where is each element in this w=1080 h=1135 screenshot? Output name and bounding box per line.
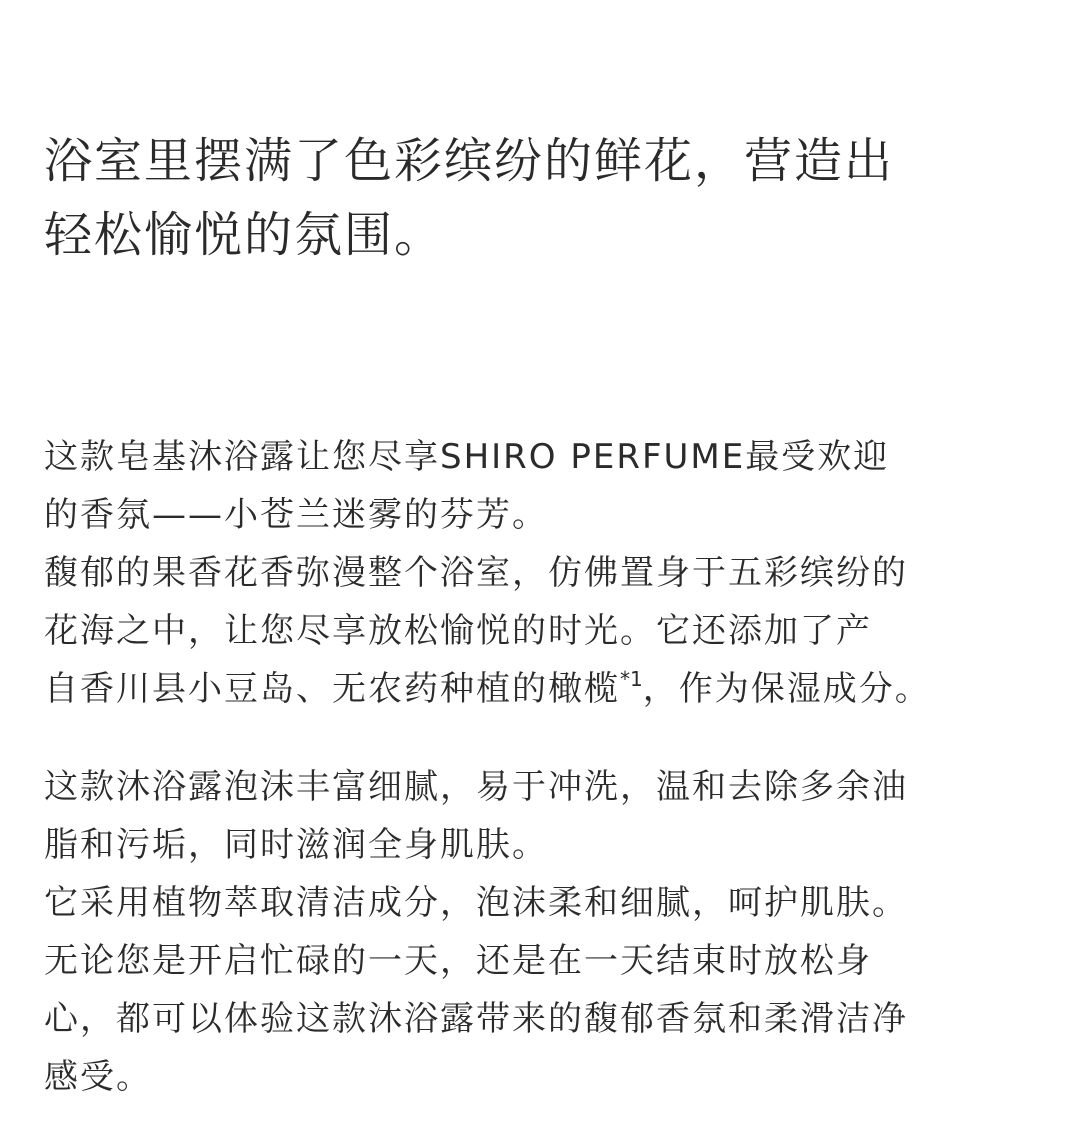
paragraph-line: 心，都可以体验这款沐浴露带来的馥郁香氛和柔滑洁净 xyxy=(44,999,908,1039)
paragraph-line: 它采用植物萃取清洁成分，泡沫柔和细腻，呵护肌肤。 xyxy=(44,883,908,923)
paragraph-line: 馥郁的果香花香弥漫整个浴室，仿佛置身于五彩缤纷的 xyxy=(44,553,908,593)
footnote-marker: *1 xyxy=(620,667,643,691)
description-paragraph-texture xyxy=(44,758,1054,1106)
paragraph-line: 的香氛——小苍兰迷雾的芬芳。 xyxy=(44,495,548,535)
headline xyxy=(44,124,1044,272)
paragraph-line: 脂和污垢，同时滋润全身肌肤。 xyxy=(44,825,548,865)
paragraph-text: 自香川县小豆岛、无农药种植的橄榄 xyxy=(44,669,620,709)
paragraph-line: 这款皂基沐浴露让您尽享SHIRO PERFUME最受欢迎 xyxy=(44,437,890,477)
paragraph-line: 感受。 xyxy=(44,1057,152,1097)
headline-line: 轻松愉悦的氛围。 xyxy=(44,207,445,263)
paragraph-line: 花海之中，让您尽享放松愉悦的时光。它还添加了产 xyxy=(44,611,872,651)
paragraph-line: 无论您是开启忙碌的一天，还是在一天结束时放松身 xyxy=(44,941,872,981)
paragraph-line xyxy=(44,660,1054,718)
paragraph-text: ，作为保湿成分。 xyxy=(642,669,931,709)
paragraph-line: 这款沐浴露泡沫丰富细腻，易于冲洗，温和去除多余油 xyxy=(44,767,908,807)
description-paragraph-fragrance xyxy=(44,428,1054,718)
headline-line: 浴室里摆满了色彩缤纷的鲜花，营造出 xyxy=(44,133,895,189)
